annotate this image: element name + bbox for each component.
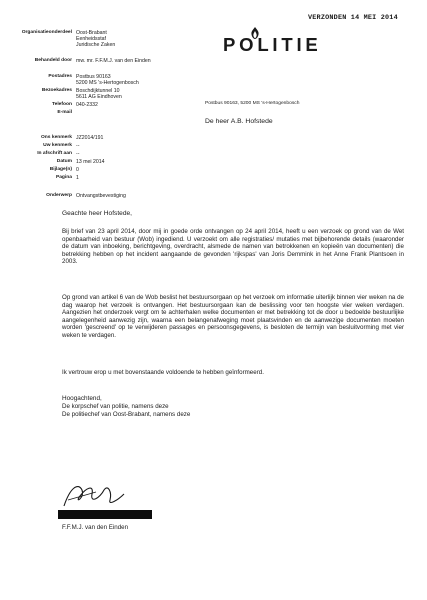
paragraph-deferral: Op grond van artikel 6 van de Wob beslist het bestuursorgaan op het verzoek om informatie uiterlijk binnen vier weken na de dag waarop het verzoek is ontvangen. Het bestuursorgaan kan de beslissing voor ten hoogste vier weken verdagen. Aangezien het onderzoek vergt om te achterhalen welke documenten er met betrekking tot de door u bedoelde bestuurlijke aangelegenheid aanwezig zijn, waarna een belangenafweging moet plaatsvinden en de aanwezige documenten moeten worden 'gescreend' op te verwijderen passages en persoonsgegevens, is besloten de termijn van besluitvorming met vier weken te verdagen. [62, 294, 404, 339]
politie-logo: POLITIE [223, 34, 322, 55]
pagina-label: Pagina [55, 175, 72, 180]
recipient-name: De heer A.B. Hofstede [205, 118, 273, 125]
datum-label: Datum [56, 159, 72, 164]
bezoekadres-line-2: 5611 AG Eindhoven [76, 94, 122, 100]
datum-value: 13 mei 2014 [76, 159, 105, 165]
bezoekadres-label: Bezoekadres [41, 88, 72, 93]
return-address: Postbus 90163, 5200 MS 's-Hertogenbosch [205, 101, 300, 106]
organisatieonderdeel-line-2: Eenheidsstaf [76, 36, 106, 42]
closing-line-1: De korpschef van politie, namens deze [62, 403, 169, 410]
organisatieonderdeel-line-1: Oost-Brabant [76, 30, 107, 36]
pagina-value: 1 [76, 175, 79, 181]
postadres-line-2: 5200 MS 's-Hertogenbosch [76, 80, 139, 86]
behandeld-door-label: Behandeld door [34, 58, 72, 63]
bijlage-value: 0 [76, 167, 79, 173]
telefoon-value: 040-2332 [76, 102, 98, 108]
ons-kenmerk-value: JZ2014/191 [76, 135, 104, 141]
organisatieonderdeel-label: Organisatieonderdeel [21, 30, 72, 35]
sent-date-stamp: VERZONDEN 14 MEI 2014 [308, 14, 398, 22]
paragraph-closing-remark: Ik vertrouw erop u met bovenstaande voldoende te hebben geïnformeerd. [62, 369, 264, 376]
uw-kenmerk-value: -- [76, 143, 80, 149]
uw-kenmerk-label: Uw kenmerk [43, 143, 72, 148]
postadres-label: Postadres [48, 74, 72, 79]
signature [60, 478, 130, 512]
onderwerp-label: Onderwerp [46, 193, 72, 198]
ons-kenmerk-label: Ons kenmerk [41, 135, 72, 140]
email-label: E-mail [57, 110, 72, 115]
closing-line-2: De politiechef van Oost-Brabant, namens deze [62, 411, 191, 418]
redaction-bar [58, 510, 152, 519]
bijlage-label: Bijlage(n) [49, 167, 72, 172]
bezoekadres-line-1: Boschdijktunnel 10 [76, 88, 120, 94]
onderwerp-value: Ontvangstbevestiging [76, 193, 126, 199]
telefoon-label: Telefoon [51, 102, 72, 107]
behandeld-door-value: mw. mr. F.F.M.J. van den Einden [76, 58, 151, 64]
in-afschrift-aan-value: -- [76, 151, 80, 157]
in-afschrift-aan-label: In afschrift aan [37, 151, 72, 156]
postadres-line-1: Postbus 90163 [76, 74, 111, 80]
signer-name: F.F.M.J. van den Einden [62, 524, 129, 531]
closing-greeting: Hoogachtend, [62, 395, 102, 402]
paragraph-request: Bij brief van 23 april 2014, door mij in goede orde ontvangen op 24 april 2014, heeft u een verzoek op grond van de Wet openbaarheid van bestuur (Wob) ingediend. U verzoekt om alle registraties/ mutaties met bijbehorende details (waaronder de datum van inboeking, berichtgeving, overdracht, alsmede de namen van betrokkenen en kopieën van documenten) die betrekking hebben op het incident aangaande de gevonden 'rijkspas' van Joris Demmink in het Anne Frank Plantsoen in 2003. [62, 228, 404, 266]
salutation: Geachte heer Hofstede, [62, 210, 133, 217]
organisatieonderdeel-line-3: Juridische Zaken [76, 42, 116, 48]
